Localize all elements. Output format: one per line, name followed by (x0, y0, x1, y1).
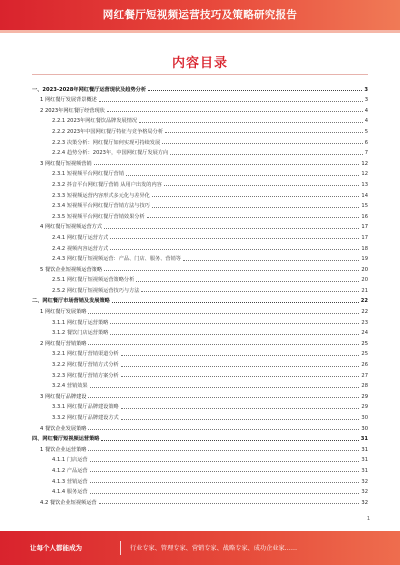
toc-entry-text: 4 餐饮企业发展策略 (40, 425, 87, 432)
toc-entry-page: 28 (361, 383, 368, 390)
toc-entry-page: 15 (361, 203, 368, 210)
page-number: 1 (366, 516, 370, 522)
toc-entry-text: 4.1.2 产品运营 (52, 467, 88, 474)
toc-entry-page: 30 (361, 415, 368, 421)
toc-entry[interactable] (32, 124, 368, 135)
toc-entry-text: 2.3.1 短视频平台网红餐厅营销 (52, 171, 124, 178)
toc-entry-text: 四、网红餐厅短视频运营策略 (32, 436, 100, 443)
toc-entry-text: 5 餐饮企业短视频运营策略 (40, 266, 103, 273)
toc-entry[interactable] (32, 304, 368, 315)
toc-entry-text: 3.2.3 网红餐厅营销方案分析 (52, 372, 119, 379)
toc-entry-page: 17 (361, 224, 368, 231)
toc-entry[interactable] (32, 294, 368, 305)
toc-entry-text: 4 网红餐厅短视频运营方式 (40, 224, 103, 231)
toc-entry-text: 3.2.1 网红餐厅营销渠道分析 (52, 351, 119, 358)
report-title: 网红餐厅短视频运营技巧及策略研究报告 (102, 9, 298, 21)
toc-entry-page: 14 (361, 192, 368, 199)
toc-leader-dots (88, 344, 359, 345)
toc-entry[interactable] (32, 82, 368, 93)
toc-leader-dots (99, 503, 360, 504)
report-header (0, 0, 400, 30)
toc-leader-dots (88, 450, 359, 451)
toc-entry-page: 13 (361, 181, 368, 188)
toc-entry[interactable] (32, 220, 368, 231)
toc-leader-dots (183, 260, 359, 261)
toc-entry-text: 1 餐饮企业运营策略 (40, 446, 87, 453)
toc-entry-page: 20 (361, 266, 368, 273)
toc-entry-page: 17 (361, 234, 368, 241)
toc-entry-text: 4.2 餐饮企业短视频运营 (40, 499, 97, 506)
toc-entry-text: 4.1.3 营销运营 (52, 478, 88, 485)
toc-entry-page: 5 (364, 128, 368, 135)
toc-entry-page: 12 (361, 171, 368, 178)
toc-entry-text: 2.4.3 网红餐厅短视频运营：产品、门店、服务、营销等 (52, 256, 181, 263)
toc-entry-text: 3.2.4 营销效果 (52, 383, 88, 390)
toc-leader-dots (104, 270, 359, 271)
toc-entry-page: 7 (364, 150, 368, 157)
toc-entry[interactable] (32, 442, 368, 453)
toc-entry[interactable] (32, 474, 368, 485)
toc-entry-text: 2.3.3 短视频运营内容形式多元化与差异化 (52, 192, 150, 199)
toc-entry-page: 16 (361, 213, 368, 220)
toc-entry-text: 2.2.1 2023年网红餐饮品牌发展情况 (52, 118, 138, 125)
toc-leader-dots (107, 111, 363, 112)
toc-entry[interactable] (32, 283, 368, 294)
toc-entry[interactable] (32, 93, 368, 104)
toc-entry-page: 31 (360, 436, 368, 443)
toc-entry-text: 2.2.4 趋势分析：2023年，中国网红餐厅发展方向 (52, 150, 169, 157)
toc-entry-page: 6 (364, 139, 368, 146)
toc-entry[interactable] (32, 485, 368, 496)
report-footer (0, 531, 400, 565)
toc-leader-dots (121, 355, 360, 356)
toc-entry-page: 30 (361, 425, 368, 432)
toc-entry-page: 32 (361, 489, 368, 496)
toc-entry-page: 22 (360, 298, 368, 305)
toc-entry[interactable] (32, 347, 368, 358)
toc-leader-dots (170, 154, 362, 155)
toc-leader-dots (104, 228, 359, 229)
toc-leader-dots (141, 291, 359, 292)
toc-entry-text: 2.4.2 视频内容运营方式 (52, 245, 109, 252)
toc-entry[interactable] (32, 410, 368, 421)
toc-entry-page: 31 (361, 467, 368, 474)
toc-entry-text: 2 网红餐厅营销策略 (40, 340, 87, 347)
toc-entry-page: 23 (361, 319, 368, 326)
toc-divider (32, 74, 368, 75)
toc-leader-dots (110, 249, 359, 250)
toc-entry-page: 4 (364, 107, 368, 114)
toc-leader-dots (90, 461, 360, 462)
toc-leader-dots (88, 397, 359, 398)
toc-leader-dots (121, 366, 360, 367)
toc-entry[interactable] (32, 453, 368, 464)
toc-entry[interactable] (32, 432, 368, 443)
toc-entry-text: 一、2023-2028年网红餐厅运营现状及趋势分析 (32, 86, 147, 93)
toc-entry[interactable] (32, 103, 368, 114)
toc-entry-text: 3.3.2 网红餐厅品牌建设方式 (52, 415, 119, 421)
toc-heading: 内容目录 (171, 56, 228, 71)
table-of-contents (32, 82, 368, 506)
toc-entry-page: 12 (361, 160, 368, 167)
toc-entry[interactable] (32, 241, 368, 252)
toc-leader-dots (90, 482, 360, 483)
toc-entry[interactable] (32, 167, 368, 178)
toc-entry-text: 2.2.3 决策分析：网红餐厅如何实现可持续发展 (52, 139, 161, 146)
toc-entry[interactable] (32, 262, 368, 273)
toc-entry[interactable] (32, 357, 368, 368)
toc-entry-text: 3.1.2 餐饮门店运营策略 (52, 330, 109, 337)
toc-entry-page: 32 (361, 499, 368, 506)
toc-leader-dots (90, 493, 360, 494)
toc-entry-page: 24 (361, 330, 368, 337)
toc-entry-text: 3.2.2 网红餐厅营销方式分析 (52, 362, 119, 369)
toc-leader-dots (148, 90, 362, 91)
toc-entry[interactable] (32, 389, 368, 400)
toc-leader-dots (112, 302, 359, 303)
toc-entry-text: 2.5.2 网红餐厅短视频运营技巧与方法 (52, 287, 140, 294)
toc-entry[interactable] (32, 315, 368, 326)
toc-leader-dots (88, 429, 359, 430)
toc-leader-dots (121, 419, 360, 420)
toc-entry-text: 4.1.1 门店运营 (52, 457, 88, 464)
toc-leader-dots (139, 122, 363, 123)
toc-entry[interactable] (32, 273, 368, 284)
toc-leader-dots (147, 217, 360, 218)
toc-leader-dots (110, 238, 359, 239)
toc-entry[interactable] (32, 188, 368, 199)
toc-entry-page: 27 (361, 372, 368, 379)
toc-entry[interactable] (32, 495, 368, 506)
toc-entry[interactable] (32, 199, 368, 210)
toc-entry-page: 18 (361, 245, 368, 252)
toc-leader-dots (152, 207, 360, 208)
toc-entry-page: 25 (361, 351, 368, 358)
toc-entry-page: 3 (364, 86, 368, 93)
toc-leader-dots (110, 323, 359, 324)
toc-entry-text: 2.3.2 抖音平台网红餐厅营销 从用户出发的内容 (52, 181, 162, 188)
toc-leader-dots (126, 175, 359, 176)
toc-entry[interactable] (32, 252, 368, 263)
toc-entry-page: 20 (361, 277, 368, 284)
toc-entry[interactable] (32, 368, 368, 379)
toc-entry[interactable] (32, 326, 368, 337)
toc-entry[interactable] (32, 146, 368, 157)
toc-leader-dots (152, 196, 360, 197)
toc-entry-text: 2.2.2 2023年中国网红餐厅特征与竞争格局分析 (52, 128, 164, 135)
toc-leader-dots (99, 101, 363, 102)
toc-leader-dots (121, 408, 360, 409)
toc-entry-page: 3 (364, 97, 368, 104)
toc-entry-page: 25 (361, 340, 368, 347)
toc-entry-text: 3.3.1 网红餐厅品牌建设策略 (52, 404, 119, 411)
toc-entry-page: 29 (361, 404, 368, 411)
toc-entry-text: 2.4.1 网红餐厅运营方式 (52, 234, 109, 241)
footer-divider (120, 541, 121, 555)
toc-leader-dots (164, 185, 360, 186)
toc-leader-dots (94, 164, 360, 165)
toc-entry-text: 二、网红餐厅市场营销及发展策略 (32, 298, 110, 305)
toc-entry[interactable] (32, 230, 368, 241)
toc-entry-page: 4 (364, 118, 368, 125)
toc-entry-text: 2 2023年网红餐厅经营现状 (40, 107, 105, 114)
toc-entry-page: 22 (361, 309, 368, 316)
toc-entry[interactable] (32, 421, 368, 432)
toc-entry[interactable] (32, 114, 368, 125)
toc-leader-dots (110, 334, 359, 335)
toc-entry-text: 2.5.1 网红餐厅短视频运营策略分析 (52, 277, 135, 284)
toc-entry-page: 21 (361, 287, 368, 294)
toc-entry[interactable] (32, 209, 368, 220)
toc-entry[interactable] (32, 135, 368, 146)
toc-leader-dots (90, 387, 360, 388)
toc-leader-dots (90, 471, 360, 472)
toc-entry[interactable] (32, 156, 368, 167)
toc-leader-dots (136, 281, 359, 282)
toc-leader-dots (121, 376, 360, 377)
toc-entry-page: 32 (361, 478, 368, 485)
toc-entry-text: 1 网红餐厅发展背景概述 (40, 97, 97, 104)
toc-entry[interactable] (32, 463, 368, 474)
header-stripe (0, 30, 400, 33)
toc-entry[interactable] (32, 400, 368, 411)
toc-entry-text: 3 网红餐厅短视频营销 (40, 160, 92, 167)
footer-tagline: 行业专家、管理专家、营销专家、战略专家、成功企业家…… (130, 545, 298, 552)
toc-entry[interactable] (32, 336, 368, 347)
toc-entry-page: 31 (361, 457, 368, 464)
toc-entry-page: 19 (361, 256, 368, 263)
toc-entry-text: 2.3.5 短视频平台网红餐厅营销效果分析 (52, 213, 145, 220)
toc-entry-text: 3 网红餐厅品牌建设 (40, 393, 87, 400)
toc-leader-dots (88, 313, 359, 314)
toc-leader-dots (101, 440, 358, 441)
toc-entry-page: 26 (361, 362, 368, 369)
toc-entry-text: 1 网红餐厅发展策略 (40, 309, 87, 316)
toc-leader-dots (165, 132, 363, 133)
toc-entry-page: 31 (361, 446, 368, 453)
toc-entry[interactable] (32, 177, 368, 188)
toc-leader-dots (162, 143, 362, 144)
toc-entry-text: 4.1.4 服务运营 (52, 489, 88, 496)
footer-slogan: 让每个人都能成为 (30, 544, 82, 552)
toc-entry[interactable] (32, 379, 368, 390)
toc-entry-text: 3.1.1 网红餐厅运营策略 (52, 319, 109, 326)
toc-entry-page: 29 (361, 393, 368, 400)
toc-entry-text: 2.3.4 短视频平台网红餐厅营销方法与技巧 (52, 203, 150, 210)
